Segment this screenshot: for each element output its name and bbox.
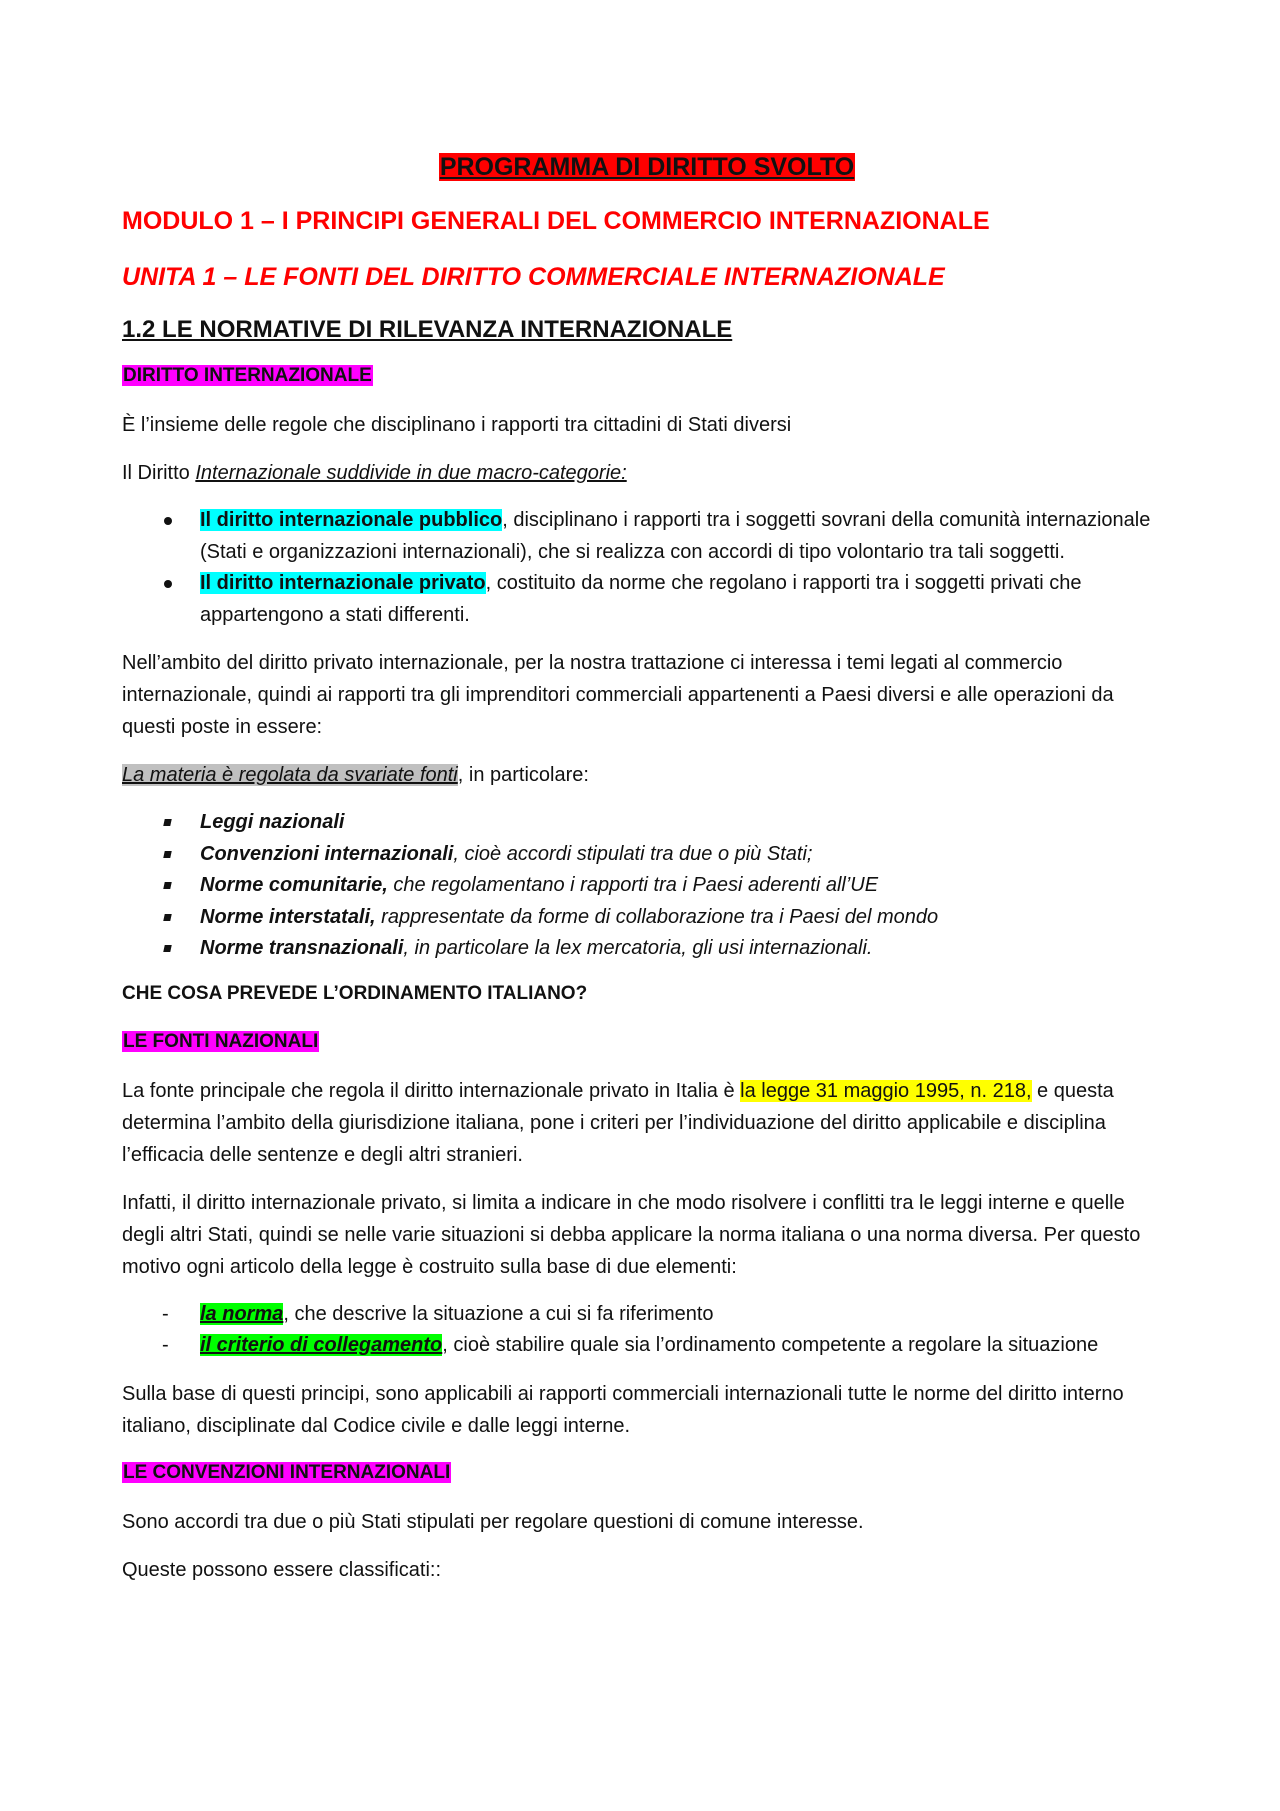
element-term: il criterio di collegamento [200, 1334, 443, 1356]
tag-diritto-internazionale-text: DIRITTO INTERNAZIONALE [123, 365, 372, 386]
intro-emphasis: Internazionale suddivide in due macro-categorie: [195, 462, 627, 484]
materia-paragraph [122, 759, 1172, 791]
document-title [122, 150, 1172, 184]
convenzioni-classification: Queste possono essere classificati:: [122, 1558, 442, 1581]
section-heading: 1.2 LE NORMATIVE DI RILEVANZA INTERNAZIONALE [122, 316, 733, 343]
fonte-term: Norme comunitarie, [200, 874, 388, 896]
modulo-heading: MODULO 1 – I PRINCIPI GENERALI DEL COMMERCIO INTERNAZIONALE [122, 207, 990, 235]
tag-convenzioni [122, 1458, 1172, 1488]
fonti-list [122, 807, 1172, 965]
list-item [122, 807, 1172, 839]
fonte-principale-after: e questa determina l’ambito della giurisdizione italiana, pone i criteri per l’individuazione del diritto applicabile e disciplina l’efficacia delle sentenze e degli altri stranieri. [122, 1079, 1114, 1166]
list-item [122, 933, 1172, 965]
fonte-term: Norme transnazionali [200, 937, 404, 959]
category-term: Il diritto internazionale pubblico [200, 509, 503, 531]
legge-218-highlight: la legge 31 maggio 1995, n. 218, [740, 1079, 1032, 1102]
fonte-term: Leggi nazionali [200, 811, 345, 833]
fonte-desc: , cioè accordi stipulati tra due o più Stati; [453, 842, 813, 865]
fonte-desc: che regolamentano i rapporti tra i Paesi aderenti all’UE [387, 874, 879, 896]
fonte-term: Convenzioni internazionali [200, 842, 454, 865]
fonte-desc: rappresentate da forme di collaborazione tra i Paesi del mondo [375, 905, 939, 928]
list-item [122, 568, 1172, 631]
element-text: , cioè stabilire quale sia l’ordinamento competente a regolare la situazione [442, 1334, 1099, 1356]
list-item [122, 839, 1172, 871]
principi-paragraph: Sulla base di questi principi, sono applicabili ai rapporti commerciali internazionali tutte le norme del diritto interno italiano, disciplinate dal Codice civile e dalle leggi interne. [122, 1382, 1124, 1437]
intro-prefix: Il Diritto [122, 462, 196, 484]
list-item [122, 1330, 1172, 1362]
fonte-desc: , in particolare la lex mercatoria, gli usi internazionali. [403, 937, 873, 959]
element-text: , che descrive la situazione a cui si fa riferimento [283, 1302, 714, 1325]
unita-heading: UNITA 1 – LE FONTI DEL DIRITTO COMMERCIALE INTERNAZIONALE [122, 263, 945, 291]
definition-diritto-internazionale: È l’insieme delle regole che disciplinano i rapporti tra cittadini di Stati diversi [122, 414, 792, 436]
fonte-principale-paragraph [122, 1075, 1172, 1171]
ambito-paragraph: Nell’ambito del diritto privato internazionale, per la nostra trattazione ci interessa i temi legati al commercio internazionale, quindi ai rapporti tra gli imprenditori commerciali appartenenti a Paesi diversi e alle operazioni da questi poste in essere: [122, 652, 1114, 738]
category-term: Il diritto internazionale privato [200, 572, 486, 594]
document-body [122, 150, 1172, 1602]
list-item [122, 902, 1172, 934]
conflitti-paragraph: Infatti, il diritto internazionale privato, si limita a indicare in che modo risolvere i conflitti tra le leggi interne e quelle degli altri Stati, quindi se nelle varie situazioni si debba applicare la norma italiana o una norma diversa. Per questo motivo ogni articolo della legge è costruito sulla base di due elementi: [122, 1191, 1141, 1278]
convenzioni-definition: Sono accordi tra due o più Stati stipulati per regolare questioni di comune interesse. [122, 1510, 864, 1533]
fonte-principale-before: La fonte principale che regola il diritto internazionale privato in Italia è [122, 1079, 741, 1102]
elements-list [122, 1299, 1172, 1362]
list-item [122, 870, 1172, 902]
category-text: , costituito da norme che regolano i rapporti tra i soggetti privati che appartengono a stati differenti. [200, 572, 1082, 626]
tag-fonti-nazionali-text: LE FONTI NAZIONALI [123, 1030, 319, 1052]
ordinamento-question: CHE COSA PREVEDE L’ORDINAMENTO ITALIANO? [122, 982, 588, 1004]
intro-macro-categorie [122, 457, 1172, 489]
element-term: la norma [200, 1302, 284, 1325]
materia-emphasis: La materia è regolata da svariate fonti [122, 764, 458, 786]
list-item [122, 505, 1172, 568]
category-text: , disciplinano i rapporti tra i soggetti sovrani della comunità internazionale (Stati e organizzazioni internazionali), che si realizza con accordi di tipo volontario tra tali soggetti. [200, 509, 1151, 563]
tag-fonti-nazionali [122, 1027, 1172, 1057]
categories-list [122, 505, 1172, 631]
list-item [122, 1299, 1172, 1331]
document-title-text: PROGRAMMA DI DIRITTO SVOLTO [439, 153, 855, 181]
tag-convenzioni-text: LE CONVENZIONI INTERNAZIONALI [123, 1461, 451, 1483]
materia-rest: , in particolare: [457, 764, 589, 786]
fonte-term: Norme interstatali, [200, 905, 376, 928]
tag-diritto-internazionale [122, 361, 1172, 391]
